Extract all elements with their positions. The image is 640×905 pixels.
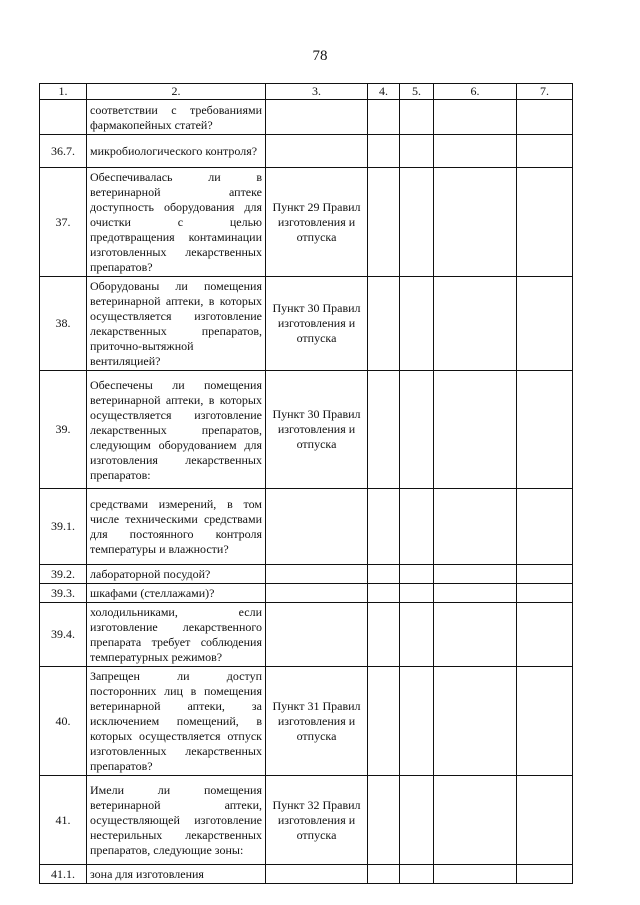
legal-reference [266, 603, 368, 667]
page-number: 78 [312, 48, 328, 64]
table-row [40, 865, 573, 884]
row-number: 41.1. [40, 865, 87, 884]
column-header-3: 3. [266, 84, 368, 100]
answer-cell-6 [434, 277, 517, 371]
column-header-7: 7. [517, 84, 573, 100]
answer-cell-7 [517, 865, 573, 884]
question-text: микробиологического контроля? [87, 135, 266, 168]
column-header-2: 2. [87, 84, 266, 100]
row-number: 38. [40, 277, 87, 371]
answer-cell-6 [434, 603, 517, 667]
table-row [40, 565, 573, 584]
column-header-6: 6. [434, 84, 517, 100]
row-number: 36.7. [40, 135, 87, 168]
table-row [40, 168, 573, 277]
legal-reference: Пункт 32 Правил изготовления и отпуска [266, 776, 368, 865]
question-text: Запрещен ли доступ посторонних лиц в помещения ветеринарной аптеки, за исключением помещений, в которых осуществляется отпуск изготовленных лекарственных препаратов? [87, 667, 266, 776]
answer-cell-6 [434, 776, 517, 865]
row-number [40, 100, 87, 135]
answer-cell-6 [434, 667, 517, 776]
row-number: 39.4. [40, 603, 87, 667]
answer-cell-5 [400, 371, 434, 489]
answer-cell-4 [368, 100, 400, 135]
table-row [40, 489, 573, 565]
column-header-5: 5. [400, 84, 434, 100]
table-row [40, 603, 573, 667]
row-number: 39.2. [40, 565, 87, 584]
answer-cell-7 [517, 100, 573, 135]
legal-reference: Пункт 29 Правил изготовления и отпуска [266, 168, 368, 277]
answer-cell-4 [368, 168, 400, 277]
answer-cell-7 [517, 277, 573, 371]
checklist-table [39, 83, 573, 884]
answer-cell-5 [400, 489, 434, 565]
answer-cell-4 [368, 603, 400, 667]
legal-reference [266, 135, 368, 168]
answer-cell-4 [368, 584, 400, 603]
legal-reference [266, 565, 368, 584]
row-number: 40. [40, 667, 87, 776]
answer-cell-4 [368, 277, 400, 371]
table-row [40, 135, 573, 168]
answer-cell-7 [517, 371, 573, 489]
answer-cell-4 [368, 565, 400, 584]
legal-reference: Пункт 31 Правил изготовления и отпуска [266, 667, 368, 776]
answer-cell-7 [517, 489, 573, 565]
answer-cell-7 [517, 168, 573, 277]
question-text: Обеспечивалась ли в ветеринарной аптеке доступность оборудования для очистки с целью предотвращения контаминации изготовленных лекарственных препаратов? [87, 168, 266, 277]
question-text: лабораторной посудой? [87, 565, 266, 584]
row-number: 37. [40, 168, 87, 277]
question-text: холодильниками, если изготовление лекарственного препарата требует соблюдения температурных режимов? [87, 603, 266, 667]
answer-cell-4 [368, 135, 400, 168]
answer-cell-4 [368, 371, 400, 489]
column-header-1: 1. [40, 84, 87, 100]
answer-cell-5 [400, 100, 434, 135]
row-number: 39.1. [40, 489, 87, 565]
answer-cell-5 [400, 667, 434, 776]
legal-reference [266, 100, 368, 135]
answer-cell-4 [368, 667, 400, 776]
row-number: 39. [40, 371, 87, 489]
table-row [40, 100, 573, 135]
answer-cell-5 [400, 277, 434, 371]
legal-reference [266, 489, 368, 565]
question-text: средствами измерений, в том числе техническими средствами для постоянного контроля температуры и влажности? [87, 489, 266, 565]
question-text: Обеспечены ли помещения ветеринарной аптеки, в которых осуществляется изготовление лекарственных препаратов, следующим оборудованием для изготовления лекарственных препаратов: [87, 371, 266, 489]
answer-cell-5 [400, 565, 434, 584]
answer-cell-5 [400, 135, 434, 168]
answer-cell-5 [400, 584, 434, 603]
answer-cell-7 [517, 565, 573, 584]
answer-cell-4 [368, 865, 400, 884]
answer-cell-7 [517, 603, 573, 667]
legal-reference [266, 865, 368, 884]
answer-cell-6 [434, 865, 517, 884]
answer-cell-5 [400, 776, 434, 865]
answer-cell-4 [368, 489, 400, 565]
table-row [40, 776, 573, 865]
answer-cell-7 [517, 776, 573, 865]
legal-reference [266, 584, 368, 603]
table-row [40, 667, 573, 776]
answer-cell-6 [434, 100, 517, 135]
question-text: Оборудованы ли помещения ветеринарной аптеки, в которых осуществляется изготовление лекарственных препаратов, приточно-вытяжной вентиляцией? [87, 277, 266, 371]
answer-cell-6 [434, 565, 517, 584]
table-row [40, 584, 573, 603]
answer-cell-6 [434, 489, 517, 565]
header-row [40, 84, 573, 100]
answer-cell-7 [517, 667, 573, 776]
question-text: Имели ли помещения ветеринарной аптеки, осуществляющей изготовление нестерильных лекарственных препаратов, следующие зоны: [87, 776, 266, 865]
answer-cell-5 [400, 168, 434, 277]
answer-cell-4 [368, 776, 400, 865]
row-number: 41. [40, 776, 87, 865]
row-number: 39.3. [40, 584, 87, 603]
question-text: соответствии с требованиями фармакопейных статей? [87, 100, 266, 135]
table-row [40, 277, 573, 371]
legal-reference: Пункт 30 Правил изготовления и отпуска [266, 277, 368, 371]
legal-reference: Пункт 30 Правил изготовления и отпуска [266, 371, 368, 489]
answer-cell-6 [434, 135, 517, 168]
answer-cell-6 [434, 168, 517, 277]
question-text: зона для изготовления [87, 865, 266, 884]
answer-cell-7 [517, 584, 573, 603]
answer-cell-5 [400, 865, 434, 884]
answer-cell-7 [517, 135, 573, 168]
column-header-4: 4. [368, 84, 400, 100]
answer-cell-6 [434, 584, 517, 603]
table-row [40, 371, 573, 489]
answer-cell-6 [434, 371, 517, 489]
answer-cell-5 [400, 603, 434, 667]
question-text: шкафами (стеллажами)? [87, 584, 266, 603]
